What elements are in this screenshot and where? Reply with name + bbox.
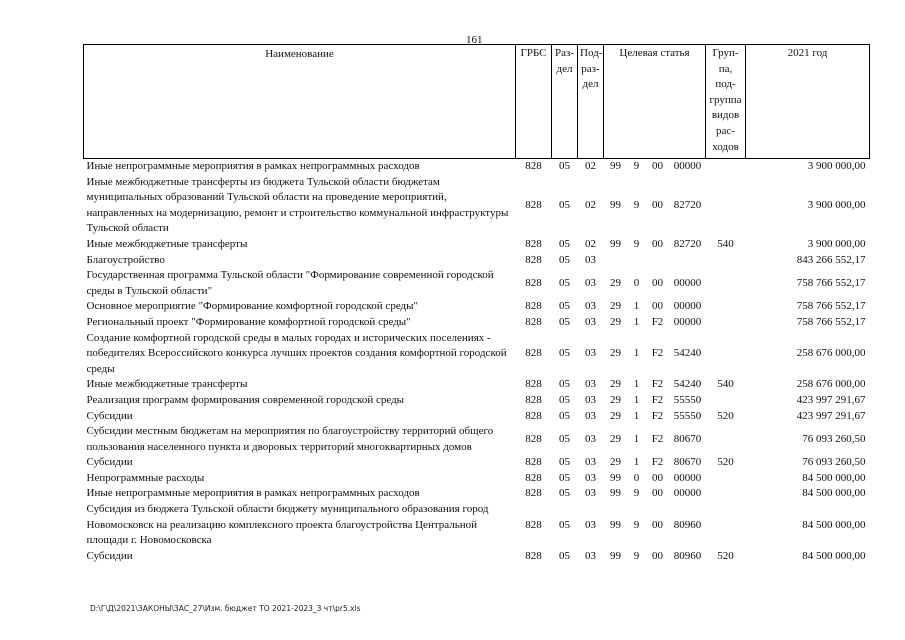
row-target-program: 99 <box>610 549 621 562</box>
row-amount: 758 766 552,17 <box>796 315 866 328</box>
row-target-program: 29 <box>610 432 621 445</box>
row-razdel: 05 <box>559 409 570 422</box>
row-grbs: 828 <box>525 253 542 266</box>
row-podrazdel: 03 <box>585 471 596 484</box>
table-row <box>84 253 870 269</box>
row-name: Региональный проект "Формирование комфортной городской среды" <box>86 315 411 328</box>
row-expense-group <box>706 253 746 269</box>
row-expense-group <box>706 393 746 409</box>
header-podrazdel: Под-раз-дел <box>578 45 604 159</box>
table-row <box>84 377 870 393</box>
row-target-subprogram: 0 <box>633 471 640 484</box>
table-row <box>84 486 870 502</box>
row-target-event: 00 <box>652 487 663 500</box>
table-row <box>84 315 870 331</box>
table-row <box>84 502 870 549</box>
row-target-program: 29 <box>610 456 621 469</box>
row-amount: 3 900 000,00 <box>807 198 866 211</box>
row-expense-group: 520 <box>717 549 734 562</box>
row-target-event: F2 <box>651 393 664 406</box>
row-grbs: 828 <box>525 160 542 172</box>
row-target-subprogram: 1 <box>633 300 640 313</box>
row-target-event: 00 <box>652 160 663 172</box>
table-row <box>84 471 870 487</box>
table-row <box>84 549 870 565</box>
row-target-subprogram: 9 <box>633 198 640 211</box>
row-razdel: 05 <box>559 276 570 289</box>
row-podrazdel: 03 <box>585 276 596 289</box>
row-name: Иные межбюджетные трансферты <box>86 378 248 391</box>
row-target-subprogram: 9 <box>633 549 640 562</box>
row-grbs: 828 <box>525 549 542 562</box>
row-target-event <box>646 253 670 269</box>
row-target-subprogram <box>628 253 646 269</box>
row-target-program <box>604 253 628 269</box>
row-amount: 843 266 552,17 <box>796 253 866 266</box>
row-target-program: 99 <box>610 160 621 172</box>
footer-file-path: D:\Г\Д\2021\ЗАКОНЫ\ЗАС_27\Изм. бюджет ТО 2021-2023_3 чт\pr5.xls <box>90 604 361 613</box>
row-target-program: 29 <box>610 315 621 328</box>
table-row <box>84 268 870 299</box>
row-name: Субсидии <box>86 456 133 469</box>
row-target-program: 29 <box>610 347 621 360</box>
row-target-direction: 82720 <box>673 198 702 211</box>
row-grbs: 828 <box>525 237 542 250</box>
row-target-program: 29 <box>610 393 621 406</box>
row-target-direction: 00000 <box>673 160 702 172</box>
row-target-subprogram: 0 <box>633 276 640 289</box>
row-target-subprogram: 1 <box>633 393 640 406</box>
row-amount: 758 766 552,17 <box>796 276 866 289</box>
table-row <box>84 455 870 471</box>
header-target-article: Целевая статья <box>604 45 706 159</box>
table-row <box>84 159 870 175</box>
row-razdel: 05 <box>559 300 570 313</box>
row-amount: 258 676 000,00 <box>796 378 866 391</box>
row-name: Основное мероприятие "Формирование комфортной городской среды" <box>86 300 419 313</box>
row-target-direction: 55550 <box>673 409 702 422</box>
row-target-direction: 00000 <box>673 471 702 484</box>
row-podrazdel: 03 <box>585 432 596 445</box>
row-target-direction: 82720 <box>673 237 702 250</box>
row-target-program: 99 <box>610 518 621 531</box>
row-target-subprogram: 9 <box>633 160 640 172</box>
row-amount: 3 900 000,00 <box>807 237 866 250</box>
row-target-event: 00 <box>652 276 663 289</box>
row-podrazdel: 03 <box>585 315 596 328</box>
row-podrazdel: 02 <box>585 198 596 211</box>
row-grbs: 828 <box>525 518 542 531</box>
row-name: Благоустройство <box>86 253 165 266</box>
header-grbs: ГРБС <box>516 45 552 159</box>
row-name: Создание комфортной городской среды в малых городах и исторических поселениях - победителях Всероссийского конкурса лучших проектов создания комфортной городской среды <box>86 331 507 375</box>
row-grbs: 828 <box>525 393 542 406</box>
row-podrazdel: 03 <box>585 253 596 266</box>
row-razdel: 05 <box>559 160 570 172</box>
row-name: Субсидии <box>86 549 133 562</box>
row-grbs: 828 <box>525 347 542 360</box>
row-podrazdel: 03 <box>585 549 596 562</box>
row-name: Непрограммные расходы <box>86 471 205 484</box>
row-name: Иные межбюджетные трансферты из бюджета Тульской области бюджетам муниципальных образований Тульской области на проведение мероприятий, направленных на модернизацию, ремонт и строительство коммунальной инфраструктуры Тульской области <box>86 175 509 235</box>
row-razdel: 05 <box>559 315 570 328</box>
row-expense-group <box>706 331 746 378</box>
row-amount: 84 500 000,00 <box>802 518 866 531</box>
row-podrazdel: 03 <box>585 393 596 406</box>
row-target-event: F2 <box>651 378 664 391</box>
row-razdel: 05 <box>559 347 570 360</box>
row-target-direction: 80670 <box>673 432 702 445</box>
row-amount: 76 093 260,50 <box>802 432 866 445</box>
row-expense-group <box>706 159 746 175</box>
row-razdel: 05 <box>559 432 570 445</box>
row-grbs: 828 <box>525 471 542 484</box>
table-row <box>84 331 870 378</box>
row-target-event: 00 <box>652 549 663 562</box>
row-target-event: F2 <box>651 409 664 422</box>
table-header <box>84 45 870 159</box>
row-razdel: 05 <box>559 253 570 266</box>
row-target-program: 29 <box>610 378 621 391</box>
row-razdel: 05 <box>559 378 570 391</box>
row-amount: 423 997 291,67 <box>796 409 866 422</box>
row-target-direction: 55550 <box>673 393 702 406</box>
row-amount: 423 997 291,67 <box>796 393 866 406</box>
row-target-subprogram: 9 <box>633 237 640 250</box>
row-grbs: 828 <box>525 456 542 469</box>
row-podrazdel: 03 <box>585 378 596 391</box>
row-expense-group: 540 <box>717 378 734 391</box>
row-expense-group <box>706 471 746 487</box>
row-expense-group: 520 <box>717 456 734 469</box>
row-target-direction: 80670 <box>673 456 702 469</box>
row-name: Субсидия из бюджета Тульской области бюджету муниципального образования город Новомосковск на реализацию комплексного проекта благоустройства Центральной площади г. Новомосковска <box>86 503 489 547</box>
row-podrazdel: 03 <box>585 347 596 360</box>
table-row <box>84 393 870 409</box>
table-row <box>84 424 870 455</box>
row-razdel: 05 <box>559 549 570 562</box>
row-expense-group <box>706 502 746 549</box>
row-amount: 76 093 260,50 <box>802 456 866 469</box>
header-name: Наименование <box>84 45 516 159</box>
row-amount: 258 676 000,00 <box>796 347 866 360</box>
row-podrazdel: 02 <box>585 160 596 172</box>
row-amount: 84 500 000,00 <box>802 487 866 500</box>
row-target-subprogram: 9 <box>633 487 640 500</box>
row-target-program: 99 <box>610 471 621 484</box>
row-podrazdel: 03 <box>585 518 596 531</box>
row-name: Иные межбюджетные трансферты <box>86 237 248 250</box>
table-row <box>84 409 870 425</box>
row-podrazdel: 03 <box>585 409 596 422</box>
row-grbs: 828 <box>525 315 542 328</box>
row-grbs: 828 <box>525 378 542 391</box>
row-target-subprogram: 1 <box>633 456 640 469</box>
row-grbs: 828 <box>525 409 542 422</box>
row-target-program: 99 <box>610 487 621 500</box>
row-target-subprogram: 1 <box>633 409 640 422</box>
row-expense-group <box>706 299 746 315</box>
header-expense-group: Груп-па, под-группа видов рас-ходов <box>706 45 746 159</box>
row-expense-group: 540 <box>717 237 734 250</box>
row-target-direction: 00000 <box>673 300 702 313</box>
row-razdel: 05 <box>559 487 570 500</box>
row-razdel: 05 <box>559 518 570 531</box>
row-name: Реализация программ формирования современной городской среды <box>86 393 405 406</box>
row-target-event: 00 <box>652 518 663 531</box>
row-expense-group: 520 <box>717 409 734 422</box>
row-target-direction: 00000 <box>673 315 702 328</box>
row-grbs: 828 <box>525 198 542 211</box>
row-target-program: 29 <box>610 300 621 313</box>
row-target-subprogram: 1 <box>633 315 640 328</box>
row-grbs: 828 <box>525 432 542 445</box>
row-target-event: 00 <box>652 237 663 250</box>
table-body <box>84 159 870 565</box>
row-target-subprogram: 1 <box>633 432 640 445</box>
row-target-direction: 00000 <box>673 276 702 289</box>
row-target-program: 29 <box>610 409 621 422</box>
row-target-subprogram: 9 <box>633 518 640 531</box>
row-target-direction: 80960 <box>673 549 702 562</box>
row-razdel: 05 <box>559 237 570 250</box>
row-amount: 3 900 000,00 <box>807 160 866 172</box>
row-target-program: 29 <box>610 276 621 289</box>
page-number: 161 <box>466 34 483 46</box>
row-target-event: F2 <box>651 456 664 469</box>
row-target-program: 99 <box>610 237 621 250</box>
row-name: Субсидии <box>86 409 133 422</box>
row-podrazdel: 03 <box>585 487 596 500</box>
row-name: Государственная программа Тульской области "Формирование современной городской среды в Тульской области" <box>86 269 494 297</box>
row-grbs: 828 <box>525 487 542 500</box>
row-target-event: 00 <box>652 471 663 484</box>
row-amount: 84 500 000,00 <box>802 549 866 562</box>
row-target-event: 00 <box>652 198 663 211</box>
row-expense-group <box>706 486 746 502</box>
row-razdel: 05 <box>559 393 570 406</box>
row-target-event: F2 <box>651 347 664 360</box>
row-podrazdel: 03 <box>585 300 596 313</box>
row-target-direction: 54240 <box>673 347 702 360</box>
row-razdel: 05 <box>559 471 570 484</box>
row-expense-group <box>706 175 746 237</box>
row-podrazdel: 02 <box>585 237 596 250</box>
table-row <box>84 299 870 315</box>
row-target-event: 00 <box>652 300 663 313</box>
budget-table <box>83 44 870 564</box>
row-podrazdel: 03 <box>585 456 596 469</box>
row-target-direction <box>670 253 706 269</box>
table-row <box>84 175 870 237</box>
row-amount: 758 766 552,17 <box>796 300 866 313</box>
row-grbs: 828 <box>525 276 542 289</box>
row-name: Иные непрограммные мероприятия в рамках непрограммных расходов <box>86 160 420 172</box>
row-name: Иные непрограммные мероприятия в рамках непрограммных расходов <box>86 487 420 500</box>
header-year: 2021 год <box>746 45 870 159</box>
row-target-direction: 00000 <box>673 487 702 500</box>
row-target-program: 99 <box>610 198 621 211</box>
row-target-subprogram: 1 <box>633 378 640 391</box>
header-razdel: Раз-дел <box>552 45 578 159</box>
row-grbs: 828 <box>525 300 542 313</box>
row-expense-group <box>706 424 746 455</box>
row-target-subprogram: 1 <box>633 347 640 360</box>
row-expense-group <box>706 268 746 299</box>
row-target-event: F2 <box>651 432 664 445</box>
row-target-direction: 80960 <box>673 518 702 531</box>
row-expense-group <box>706 315 746 331</box>
row-amount: 84 500 000,00 <box>802 471 866 484</box>
row-target-event: F2 <box>651 315 664 328</box>
row-razdel: 05 <box>559 198 570 211</box>
row-target-direction: 54240 <box>673 378 702 391</box>
row-name: Субсидии местным бюджетам на мероприятия по благоустройству территорий общего пользования населенного пункта и дворовых территорий многоквартирных домов <box>86 425 494 453</box>
table-row <box>84 237 870 253</box>
row-razdel: 05 <box>559 456 570 469</box>
